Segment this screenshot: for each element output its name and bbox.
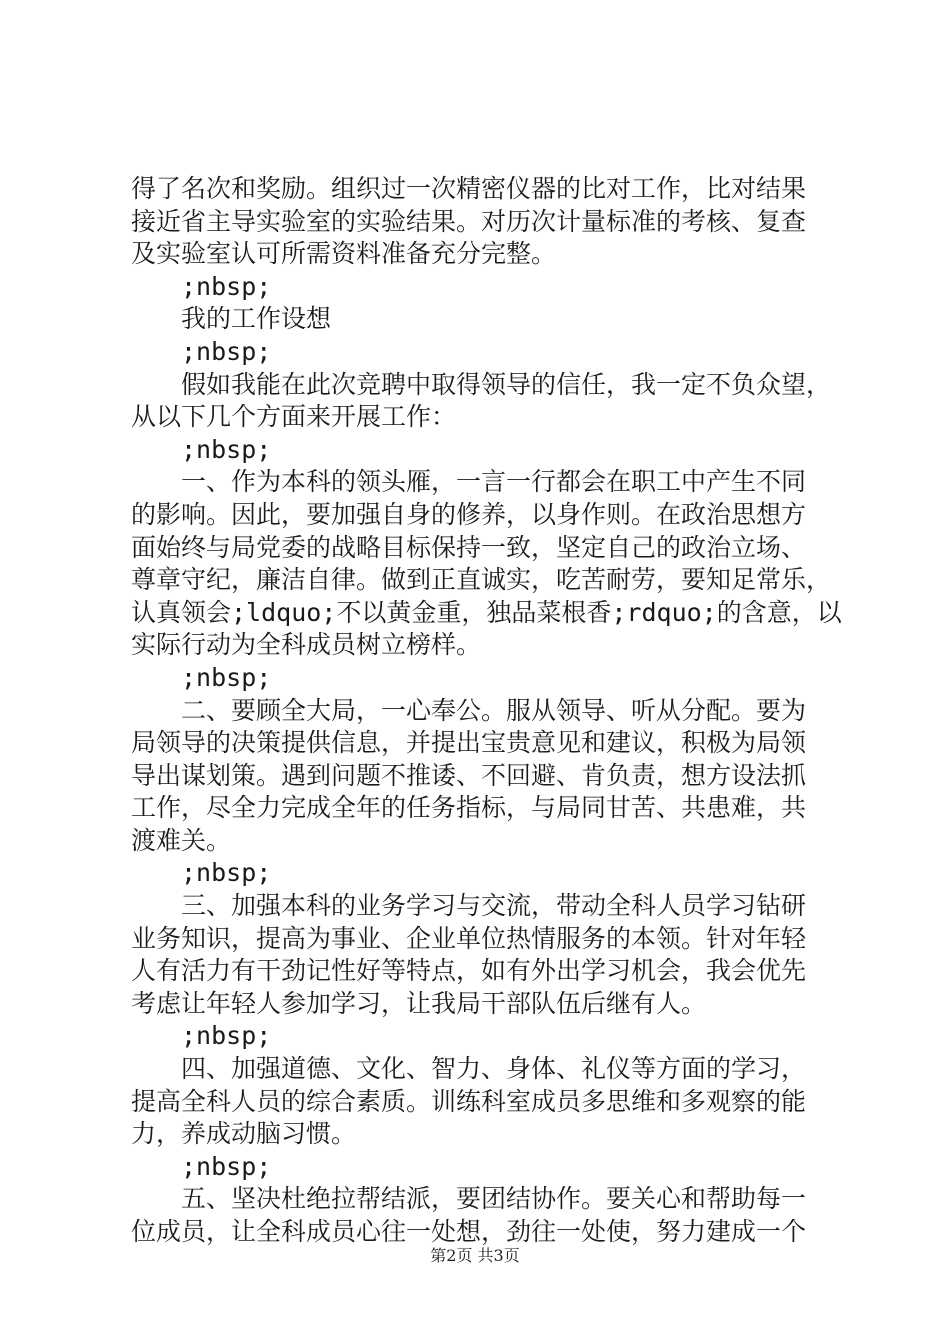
text-line: 实际行动为全科成员树立榜样。 bbox=[131, 630, 482, 660]
text-line: 及实验室认可所需资料准备充分完整。 bbox=[131, 239, 557, 269]
text-line: 导出谋划策。遇到问题不推诿、不回避、肯负责，想方设法抓 bbox=[131, 760, 807, 790]
document-body bbox=[131, 173, 842, 1249]
text-line: 接近省主导实验室的实验结果。对历次计量标准的考核、复查 bbox=[131, 206, 807, 236]
text-line: 认真领会;ldquo;不以黄金重，独品菜根香;rdquo;的含意，以 bbox=[131, 597, 842, 627]
page-number-footer: 第2页 共3页 bbox=[430, 1246, 520, 1265]
text-line: 的影响。因此，要加强自身的修养，以身作则。在政治思想方 bbox=[131, 499, 807, 529]
text-line: 面始终与局党委的战略目标保持一致，坚定自己的政治立场、 bbox=[131, 532, 807, 562]
text-line: 五、坚决杜绝拉帮结派，要团结协作。要关心和帮助每一 bbox=[181, 1184, 807, 1214]
text-line: 从以下几个方面来开展工作： bbox=[131, 402, 457, 432]
text-line: 局领导的决策提供信息，并提出宝贵意见和建议，积极为局领 bbox=[131, 728, 807, 758]
text-line: ;nbsp; bbox=[181, 1021, 272, 1051]
text-line: 位成员，让全科成员心往一处想，劲往一处使，努力建成一个 bbox=[131, 1217, 807, 1246]
text-line: ;nbsp; bbox=[181, 1151, 272, 1181]
text-line: 尊章守纪，廉洁自律。做到正直诚实，吃苦耐劳，要知足常乐， bbox=[131, 565, 832, 595]
text-line: 渡难关。 bbox=[131, 825, 232, 855]
text-line: ;nbsp; bbox=[181, 336, 272, 366]
text-line: 提高全科人员的综合素质。训练科室成员多思维和多观察的能 bbox=[131, 1086, 807, 1116]
text-line: 力，养成动脑习惯。 bbox=[131, 1119, 357, 1149]
text-line: ;nbsp; bbox=[181, 271, 272, 301]
text-line: ;nbsp; bbox=[181, 662, 272, 692]
text-line: ;nbsp; bbox=[181, 434, 272, 464]
text-line: 考虑让年轻人参加学习，让我局干部队伍后继有人。 bbox=[131, 988, 707, 1018]
text-line: 二、要顾全大局，一心奉公。服从领导、听从分配。要为 bbox=[181, 695, 807, 725]
text-line: 一、作为本科的领头雁，一言一行都会在职工中产生不同 bbox=[181, 467, 807, 497]
text-line: 得了名次和奖励。组织过一次精密仪器的比对工作，比对结果 bbox=[131, 174, 807, 203]
text-line: 我的工作设想 bbox=[181, 304, 332, 334]
text-line: ;nbsp; bbox=[181, 858, 272, 888]
text-line: 假如我能在此次竞聘中取得领导的信任，我一定不负众望， bbox=[181, 369, 832, 399]
text-line: 三、加强本科的业务学习与交流，带动全科人员学习钻研 bbox=[181, 891, 807, 921]
text-line: 人有活力有干劲记性好等特点，如有外出学习机会，我会优先 bbox=[131, 956, 807, 986]
text-line: 工作，尽全力完成全年的任务指标，与局同甘苦、共患难，共 bbox=[131, 793, 807, 823]
text-line: 业务知识，提高为事业、企业单位热情服务的本领。针对年轻 bbox=[131, 923, 807, 953]
text-line: 四、加强道德、文化、智力、身体、礼仪等方面的学习， bbox=[181, 1054, 807, 1084]
